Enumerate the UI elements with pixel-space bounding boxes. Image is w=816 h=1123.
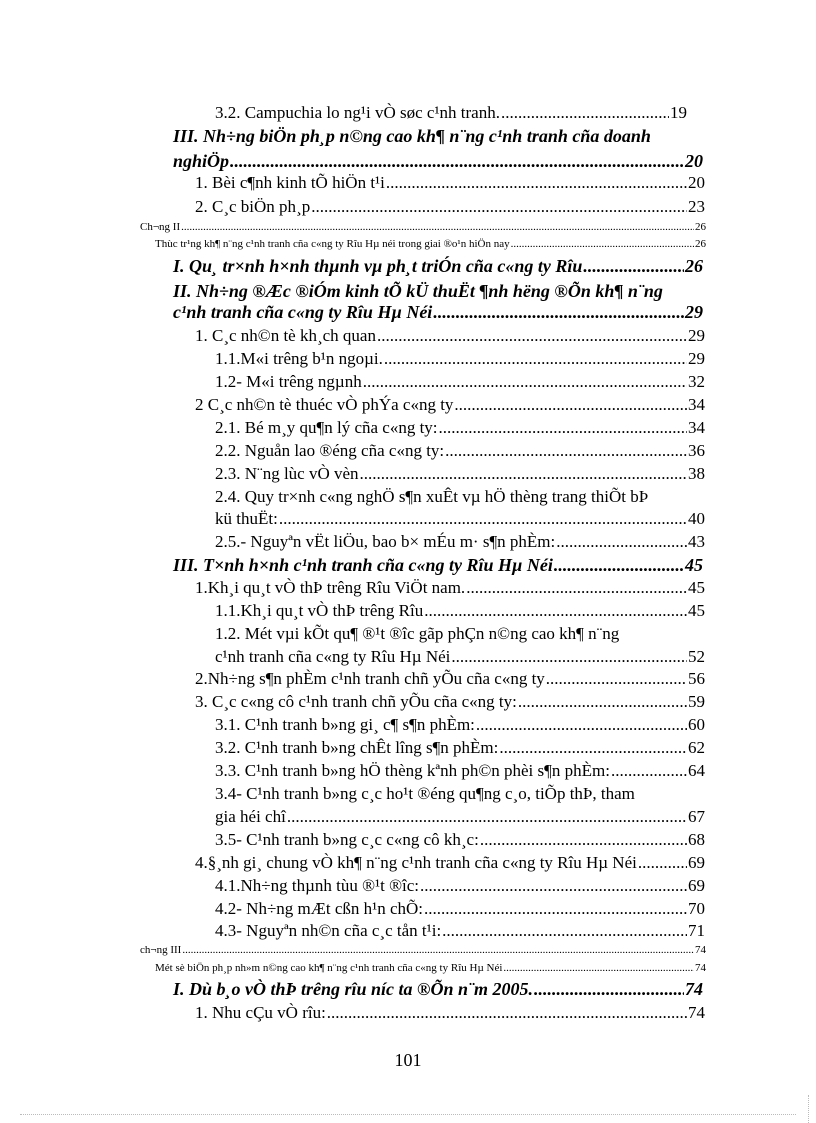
toc-entry: 2.1. Bé m¸y qu¶n lý cña c«ng ty: ..... 34	[215, 418, 705, 438]
toc-entry: III. T×nh h×nh c¹nh tranh cña c«ng ty Rîu Hµ Néi ..... 45	[173, 555, 703, 576]
toc-entry: III. Nh÷ng biÖn ph¸p n©ng cao kh¶ n¨ng c¹nh tranh cña doanh	[173, 126, 651, 146]
toc-entry: I. Qu¸ tr×nh h×nh thµnh vµ ph¸t triÓn cña c«ng ty Rîu ..... 26	[173, 256, 703, 277]
toc-entry: 3.4- C¹nh tranh b»ng c¸c ho¹t ®éng qu¶ng c¸o, tiÕp thÞ, tham	[215, 784, 635, 803]
toc-entry: 2.3. N¨ng lùc vÒ vèn ..... 38	[215, 464, 705, 484]
toc-entry: 3.2. Campuchia lo ng¹i vÒ søc c¹nh tranh. ..... 19	[215, 103, 687, 123]
toc-entry: c¹nh tranh cña c«ng ty Rîu Hµ Néi ..... 29	[173, 302, 703, 323]
toc-entry: Mét sè biÖn ph¸p nh»m n©ng cao kh¶ n¨ng c¹nh tranh cña c«ng ty Rîu Hµ Néi ..... 74	[155, 962, 706, 974]
toc-entry: 1.1.M«i trêng b¹n ngoµi. ..... 29	[215, 349, 705, 369]
page-border-bottom	[20, 1114, 796, 1115]
toc-entry: c¹nh tranh cña c«ng ty Rîu Hµ Néi ..... 52	[215, 647, 705, 667]
toc-entry: 4.2- Nh÷ng mÆt cßn h¹n chÕ: ..... 70	[215, 899, 705, 919]
toc-entry: 2.5.- Nguyªn vËt liÖu, bao b× mÉu m· s¶n phÈm: ..... 43	[215, 532, 705, 552]
toc-entry: 3.3. C¹nh tranh b»ng hÖ thèng kªnh ph©n phèi s¶n phÈm: ..... 64	[215, 761, 705, 781]
toc-entry: 1. Nhu cÇu vÒ rîu: ..... 74	[195, 1003, 705, 1023]
toc-entry: nghiÖp ..... 20	[173, 151, 703, 172]
toc-entry: 1.1.Kh¸i qu¸t vÒ thÞ trêng Rîu ..... 45	[215, 601, 705, 621]
toc-entry: kü thuËt: ..... 40	[215, 509, 705, 529]
toc-entry: 1.2- M«i trêng ngµnh ..... 32	[215, 372, 705, 392]
toc-entry: 3. C¸c c«ng cô c¹nh tranh chñ yÕu cña c«ng ty: ..... 59	[195, 692, 705, 712]
toc-entry: 1. Bèi c¶nh kinh tÕ hiÖn t¹i ..... 20	[195, 173, 705, 193]
toc-entry: 2.4. Quy tr×nh c«ng nghÖ s¶n xuÊt vµ hÖ thèng trang thiÕt bÞ	[215, 487, 649, 506]
toc-entry: 2.2. Nguån lao ®éng cña c«ng ty: ..... 36	[215, 441, 705, 461]
toc-entry: 1.2. Mét vµi kÕt qu¶ ®¹t ®îc gãp phÇn n©ng cao kh¶ n¨ng	[215, 624, 620, 643]
toc-entry: ch¬ng III ..... 74	[140, 944, 706, 956]
toc-entry: 2 C¸c nh©n tè thuéc vÒ phÝa c«ng ty ..... 34	[195, 395, 705, 415]
toc-entry: Thùc tr¹ng kh¶ n¨ng c¹nh tranh cña c«ng ty Rîu Hµ néi trong giai ®o¹n hiÖn nay ..... 26	[155, 238, 706, 250]
toc-entry: II. Nh÷ng ®Æc ®iÓm kinh tÕ kÜ thuËt ¶nh hëng ®Õn kh¶ n¨ng	[173, 281, 663, 301]
toc-entry: 2.Nh÷ng s¶n phÈm c¹nh tranh chñ yÕu cña c«ng ty ..... 56	[195, 669, 705, 689]
toc-entry: 4.1.Nh÷ng thµnh tùu ®¹t ®îc: ..... 69	[215, 876, 705, 896]
toc-entry: I. Dù b¸o vÒ thÞ trêng rîu níc ta ®Õn n¨m 2005. ..... 74	[173, 979, 703, 1000]
toc-entry: 3.1. C¹nh tranh b»ng gi¸ c¶ s¶n phÈm: ..... 60	[215, 715, 705, 735]
toc-entry: 2. C¸c biÖn ph¸p ..... 23	[195, 197, 705, 217]
toc-entry: 4.§¸nh gi¸ chung vÒ kh¶ n¨ng c¹nh tranh cña c«ng ty Rîu Hµ Néi ..... 69	[195, 853, 705, 873]
toc-entry: 1. C¸c nh©n tè kh¸ch quan ..... 29	[195, 326, 705, 346]
toc-entry: 3.5- C¹nh tranh b»ng c¸c c«ng cô kh¸c: ..... 68	[215, 830, 705, 850]
page-border-right	[808, 1095, 809, 1123]
toc-entry: 1.Kh¸i qu¸t vÒ thÞ trêng Rîu ViÖt nam. ..... 45	[195, 578, 705, 598]
toc-entry: gia héi chî ..... 67	[215, 807, 705, 827]
toc-entry: 4.3- Nguyªn nh©n cña c¸c tån t¹i: ..... 71	[215, 921, 705, 941]
toc-entry: 3.2. C¹nh tranh b»ng chÊt lîng s¶n phÈm: ..... 62	[215, 738, 705, 758]
toc-entry: Ch¬ng II ..... 26	[140, 221, 706, 233]
page-number: 101	[394, 1050, 422, 1070]
